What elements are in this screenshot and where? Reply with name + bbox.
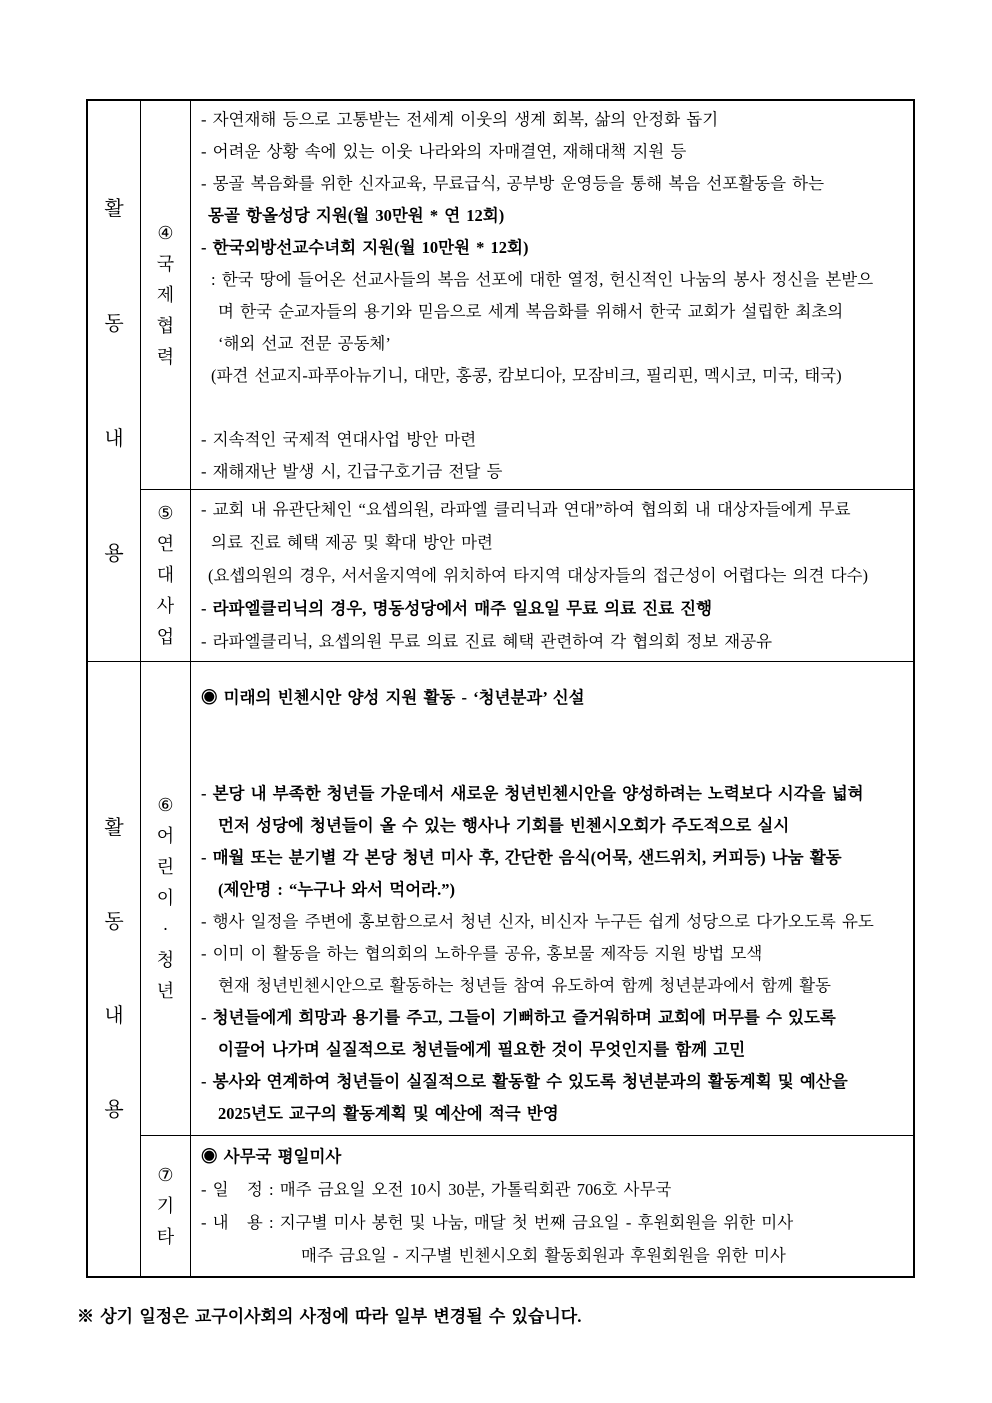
content-line: - 재해재난 발생 시, 긴급구호기금 전달 등	[201, 462, 503, 481]
content-line: 의료 진료 혜택 제공 및 확대 방안 마련	[211, 533, 493, 552]
vertical-char: 기	[156, 1195, 175, 1216]
vertical-char: 어	[156, 826, 175, 846]
content-line: 매주 금요일 - 지구별 빈첸시오회 활동회원과 후원회원을 위한 미사	[301, 1246, 786, 1265]
section-rows	[141, 662, 913, 1276]
vertical-char: 청	[156, 950, 175, 970]
row-content-international-cooperation	[191, 101, 913, 489]
content-line: (요셉의원의 경우, 서서울지역에 위치하여 타지역 대상자들의 접근성이 어렵다는 의견 다수)	[208, 566, 868, 585]
content-line: - 이미 이 활동을 하는 협의회의 노하우를 공유, 홍보물 제작등 지원 방법 모색	[201, 944, 763, 963]
vertical-char: 활	[104, 817, 124, 839]
content-line: - 행사 일정을 주변에 홍보함으로서 청년 신자, 비신자 누구든 쉽게 성당으로 다가오도록 유도	[201, 912, 874, 931]
content-line: - 교회 내 유관단체인 “요셉의원, 라파엘 클리닉과 연대”하여 협의회 내 대상자들에게 무료	[201, 500, 851, 519]
row-content-solidarity-projects	[191, 490, 913, 661]
vertical-char: ⑥	[157, 795, 174, 815]
content-line: - 지속적인 국제적 연대사업 방안 마련	[201, 430, 477, 449]
activity-table	[86, 99, 915, 1278]
section-header-activity-contents	[88, 662, 141, 1276]
content-line: - 자연재해 등으로 고통받는 전세계 이웃의 생계 회복, 삶의 안정화 돕기	[201, 110, 719, 129]
content-line: - 몽골 복음화를 위한 신자교육, 무료급식, 공부방 운영등을 통해 복음 선포활동을 하는	[201, 174, 825, 193]
vertical-char: ·	[162, 919, 169, 939]
vertical-char: 협	[156, 315, 175, 336]
vertical-char: 활	[104, 197, 124, 220]
row-label-etc	[141, 1136, 191, 1276]
vertical-char: 타	[156, 1226, 175, 1247]
content-line: 2025년도 교구의 활동계획 및 예산에 적극 반영	[218, 1104, 559, 1123]
content-line	[201, 746, 907, 778]
vertical-char: 내	[104, 1005, 124, 1027]
row-children-youth	[141, 662, 913, 1135]
vertical-char: ⑦	[157, 1164, 174, 1185]
vertical-char: 동	[104, 911, 124, 933]
row-content-children-youth	[191, 662, 913, 1135]
content-line: - 청년들에게 희망과 용기를 주고, 그들이 기뻐하고 즐거워하며 교회에 머무를 수 있도록	[201, 1008, 836, 1027]
row-label-international-cooperation	[141, 101, 191, 489]
table-section-activities-1	[88, 101, 913, 661]
content-line: - 봉사와 연계하여 청년들이 실질적으로 활동할 수 있도록 청년분과의 활동계획 및 예산을	[201, 1072, 848, 1091]
content-line: ‘해외 선교 전문 공동체’	[218, 334, 391, 353]
content-line: - 라파엘클리닉의 경우, 명동성당에서 매주 일요일 무료 의료 진료 진행	[201, 599, 713, 618]
vertical-char: 이	[156, 888, 175, 908]
content-line: 먼저 성당에 청년들이 올 수 있는 행사나 기회를 빈첸시오회가 주도적으로 실시	[218, 816, 790, 835]
vertical-char: 력	[156, 346, 175, 367]
vertical-char: 용	[104, 1099, 124, 1121]
content-line: (제안명 : “누구나 와서 먹어라.”)	[218, 880, 455, 899]
content-line	[201, 714, 907, 746]
content-line: 현재 청년빈첸시안으로 활동하는 청년들 참여 유도하여 함께 청년분과에서 함께 활동	[218, 976, 831, 995]
content-line: ◉ 사무국 평일미사	[201, 1147, 342, 1166]
content-line: - 어려운 상황 속에 있는 이웃 나라와의 자매결연, 재해대책 지원 등	[201, 142, 687, 161]
row-label-children-youth	[141, 662, 191, 1135]
vertical-char: 연	[156, 534, 175, 554]
content-line: - 일 정 : 매주 금요일 오전 10시 30분, 가톨릭회관 706호 사무국	[201, 1180, 672, 1199]
vertical-char: 린	[156, 857, 175, 877]
content-line: - 내 용 : 지구별 미사 봉헌 및 나눔, 매달 첫 번째 금요일 - 후원회원을 위한 미사	[201, 1213, 794, 1232]
vertical-char: 동	[104, 312, 124, 335]
content-line: - 본당 내 부족한 청년들 가운데서 새로운 청년빈첸시안을 양성하려는 노력보다 시각을 넓혀	[201, 784, 864, 803]
content-line: : 한국 땅에 들어온 선교사들의 복음 선포에 대한 열정, 헌신적인 나눔의 봉사 정신을 본받으	[211, 270, 874, 289]
content-line: - 라파엘클리닉, 요셉의원 무료 의료 진료 혜택 관련하여 각 협의회 정보 재공유	[201, 632, 773, 651]
vertical-char: 업	[156, 627, 175, 647]
vertical-char: 국	[156, 253, 175, 274]
content-line: ◉ 미래의 빈첸시안 양성 지원 활동 - ‘청년분과’ 신설	[201, 688, 585, 707]
content-line: (파견 선교지-파푸아뉴기니, 대만, 홍콩, 캄보디아, 모잠비크, 필리핀, 멕시코, 미국, 태국)	[211, 366, 842, 385]
vertical-char: 제	[156, 284, 175, 305]
content-line: - 한국외방선교수녀회 지원(월 10만원 * 12회)	[201, 238, 529, 257]
vertical-char: 내	[104, 427, 124, 450]
table-section-activities-2	[88, 661, 913, 1276]
section-rows	[141, 101, 913, 661]
vertical-char: ④	[157, 222, 174, 243]
vertical-char: 사	[156, 596, 175, 616]
vertical-char: ⑤	[157, 503, 174, 523]
row-international-cooperation	[141, 101, 913, 489]
content-line	[201, 392, 907, 424]
row-label-solidarity-projects	[141, 490, 191, 661]
section-header-activity-contents	[88, 101, 141, 661]
vertical-char: 년	[156, 981, 175, 1001]
vertical-char: 용	[104, 542, 124, 565]
row-content-etc	[191, 1136, 913, 1276]
row-etc	[141, 1135, 913, 1276]
content-line: 몽골 항올성당 지원(월 30만원 * 연 12회)	[208, 206, 505, 225]
row-solidarity-projects	[141, 489, 913, 661]
content-line: 며 한국 순교자들의 용기와 믿음으로 세계 복음화를 위해서 한국 교회가 설립한 최초의	[218, 302, 844, 321]
vertical-char: 대	[156, 565, 175, 585]
content-line: - 매월 또는 분기별 각 본당 청년 미사 후, 간단한 음식(어묵, 샌드위치, 커피등) 나눔 활동	[201, 848, 842, 867]
content-line: 이끌어 나가며 실질적으로 청년들에게 필요한 것이 무엇인지를 함께 고민	[218, 1040, 746, 1059]
footer-note: ※ 상기 일정은 교구이사회의 사정에 따라 일부 변경될 수 있습니다.	[77, 1307, 582, 1326]
